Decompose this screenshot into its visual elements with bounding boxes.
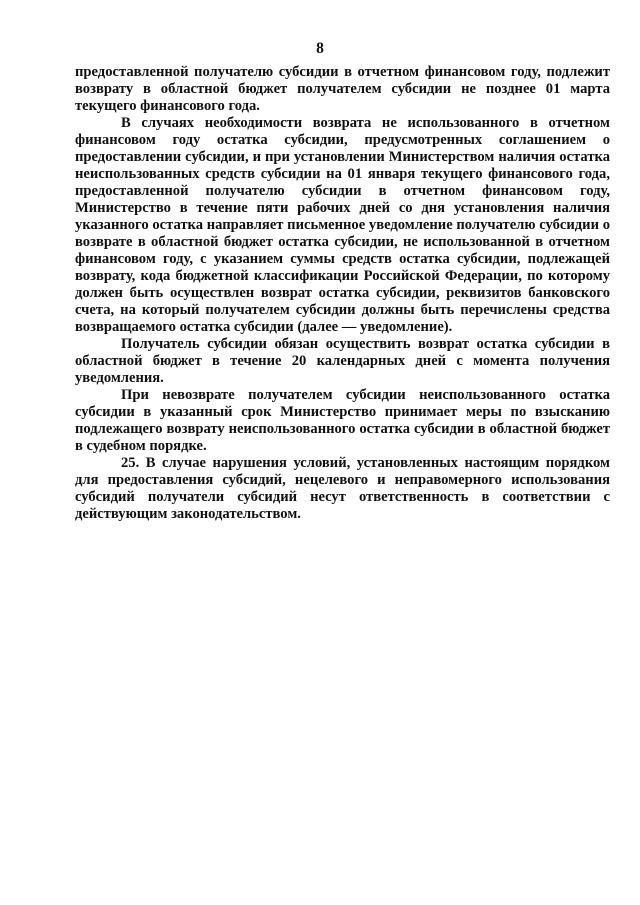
paragraph-continuation: предоставленной получателю субсидии в отчетном финансовом году, подлежит возврату в областной бюджет получателем субсидии не позднее 01 марта текущего финансового года. [75,64,610,114]
paragraph-refund-notification: В случаях необходимости возврата не использованного в отчетном финансовом году остатка субсидии, предусмотренных соглашением о предоставлении субсидии, и при установлении Министерством наличия остатка неиспользованных средств субсидии на 01 января текущего финансового года, предоставленной получателю субсидии в отчетном финансовом году, Министерство в течение пяти рабочих дней со дня установления наличия указанного остатка направляет письменное уведомление получателю субсидии о возврате в областной бюджет остатка субсидии, не использованной в отчетном финансовом году, с указанием суммы средств остатка субсидии, подлежащей возврату, кода бюджетной классификации Российской Федерации, по которому должен быть осуществлен возврат остатка субсидии, реквизитов банковского счета, на который получателем субсидии должны быть перечислены средства возвращаемого остатка субсидии (далее — уведомление). [75,115,610,335]
page-number: 8 [316,40,324,57]
paragraph-refund-obligation: Получатель субсидии обязан осуществить возврат остатка субсидии в областной бюджет в течение 20 календарных дней с момента получения уведомления. [75,336,610,386]
paragraph-item-25: 25. В случае нарушения условий, установленных настоящим порядком для предоставления субсидий, нецелевого и неправомерного использования субсидий получатели субсидий несут ответственность в соответствии с действующим законодательством. [75,455,610,522]
document-body [75,64,610,523]
paragraph-recovery-measures: При невозврате получателем субсидии неиспользованного остатка субсидии в указанный срок Министерство принимает меры по взысканию подлежащего возврату неиспользованного остатка субсидии в областной бюджет в судебном порядке. [75,387,610,454]
